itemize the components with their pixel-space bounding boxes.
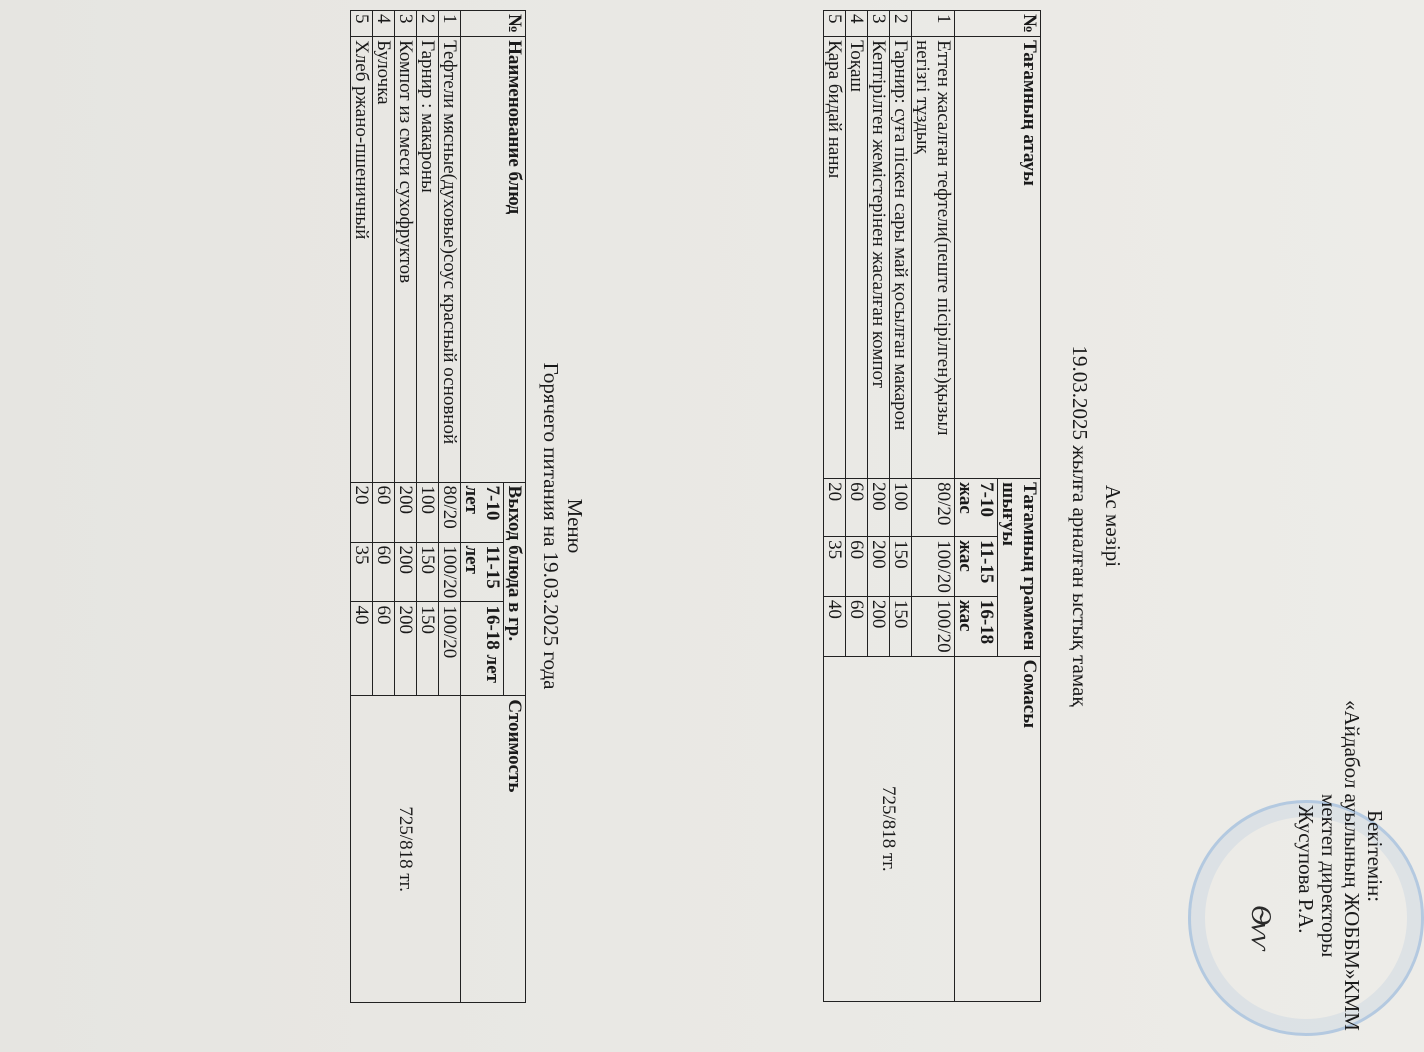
row-yield-b: 200 — [395, 542, 417, 602]
row-yield-c: 200 — [395, 602, 417, 696]
row-yield-b: 150 — [890, 537, 912, 597]
row-yield-c: 200 — [868, 596, 890, 656]
row-num: 5 — [351, 11, 373, 37]
table-header-row — [504, 11, 526, 1003]
row-yield-b: 200 — [868, 537, 890, 597]
row-yield-c: 100/20 — [439, 602, 461, 696]
row-yield-a: 100 — [890, 479, 912, 537]
row-name: Компот из смеси сухофруктов — [395, 37, 417, 482]
row-name: Кептірілген жемістерінен жасалған компот — [868, 37, 890, 479]
cost-cell: 725/818 тг. — [351, 696, 461, 1003]
row-num: 3 — [395, 11, 417, 37]
row-num: 1 — [912, 11, 955, 37]
row-num: 5 — [824, 11, 846, 37]
row-yield-a: 200 — [868, 479, 890, 537]
kz-subtitle: 19.03.2025 жылға арналған ыстық тамақ — [1068, 345, 1092, 707]
header-age-2: 11-15 жас — [955, 537, 998, 597]
row-yield-b: 35 — [351, 542, 373, 602]
header-num: № — [461, 11, 526, 37]
approval-block — [1294, 700, 1386, 1040]
row-yield-c: 150 — [890, 596, 912, 656]
row-yield-a: 100 — [417, 482, 439, 542]
header-age-3: 16-18 лет — [461, 602, 504, 696]
row-yield-b: 150 — [417, 542, 439, 602]
header-yield: Выход блюда в гр. — [504, 482, 526, 696]
row-name: Қара бидай наны — [824, 37, 846, 479]
row-yield-b: 60 — [846, 537, 868, 597]
row-yield-b: 100/20 — [912, 537, 955, 597]
row-yield-c: 150 — [417, 602, 439, 696]
kz-menu-table — [823, 10, 1041, 1002]
row-name: Гарнир : макароны — [417, 37, 439, 482]
row-name: Тефтели мясные(духовые)соус красный основной — [439, 37, 461, 482]
approval-title: Бекітемін: — [1363, 810, 1387, 903]
row-yield-c: 60 — [846, 596, 868, 656]
header-num: № — [955, 11, 1041, 37]
row-yield-a: 80/20 — [912, 479, 955, 537]
row-yield-a: 80/20 — [439, 482, 461, 542]
row-yield-a: 60 — [373, 482, 395, 542]
row-name: Хлеб ржано-пшеничный — [351, 37, 373, 482]
header-age-1: 7-10 жас — [955, 479, 998, 537]
ru-title: Меню — [563, 498, 587, 554]
row-name: Булочка — [373, 37, 395, 482]
row-yield-c: 40 — [824, 596, 846, 656]
row-yield-b: 35 — [824, 537, 846, 597]
row-name: Тоқаш — [846, 37, 868, 479]
row-yield-c: 100/20 — [912, 596, 955, 656]
header-age-1: 7-10 лет — [461, 482, 504, 542]
ru-menu-table — [350, 10, 526, 1003]
row-num: 1 — [439, 11, 461, 37]
row-yield-a: 60 — [846, 479, 868, 537]
row-yield-c: 40 — [351, 602, 373, 696]
row-yield-b: 100/20 — [439, 542, 461, 602]
row-yield-a: 200 — [395, 482, 417, 542]
header-name: Наименование блюд — [461, 37, 526, 482]
ru-subtitle: Горячего питания на 19.03.2025 года — [539, 362, 563, 690]
row-yield-b: 60 — [373, 542, 395, 602]
approval-school: «Айдабол ауылының ЖОББМ»КММ — [1340, 700, 1364, 1031]
row-yield-a: 20 — [824, 479, 846, 537]
row-num: 4 — [846, 11, 868, 37]
row-yield-a: 20 — [351, 482, 373, 542]
signature: Ѳѵѵ — [1245, 905, 1276, 948]
approval-position: мектеп директоры — [1317, 794, 1341, 958]
header-name: Тағамның атауы — [955, 37, 1041, 479]
row-name: Гарнир: суға піскен сары май қосылған макарон — [890, 37, 912, 479]
table-header-row — [998, 11, 1041, 1002]
header-cost: Сомасы — [955, 656, 1041, 1001]
row-num: 3 — [868, 11, 890, 37]
row-yield-c: 60 — [373, 602, 395, 696]
header-age-2: 11-15 лет — [461, 542, 504, 602]
approval-name: Жусупова Р.А. — [1294, 805, 1318, 934]
kz-title: Ас мәзірі — [1101, 484, 1125, 568]
header-cost: Стоимость — [461, 696, 526, 1003]
row-num: 2 — [417, 11, 439, 37]
header-age-3: 16-18 жас — [955, 596, 998, 656]
header-yield: Тағамның граммен шығуы — [998, 479, 1041, 656]
table-row — [912, 11, 955, 1002]
row-num: 4 — [373, 11, 395, 37]
cost-cell: 725/818 тг. — [824, 656, 955, 1001]
table-row — [439, 11, 461, 1003]
row-num: 2 — [890, 11, 912, 37]
row-name: Еттен жасалған тефтели(пеште пісірілген)қызыл негізгі тұздық — [912, 37, 955, 479]
